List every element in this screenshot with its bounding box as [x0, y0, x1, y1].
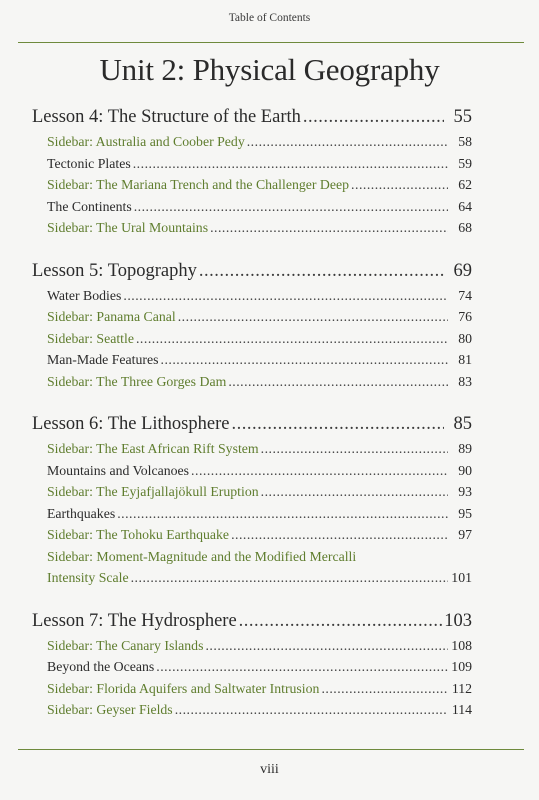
lesson-6: [32, 411, 472, 589]
toc-entry: [32, 153, 472, 175]
toc-entry: [32, 217, 472, 239]
toc-entry: [32, 328, 472, 350]
leader-dots: [231, 411, 444, 438]
toc-entry: [32, 656, 472, 678]
toc-entry: [32, 306, 472, 328]
entry-title: Beyond the Oceans: [47, 659, 155, 674]
entry-page: 76: [458, 309, 472, 324]
toc-entry: [32, 699, 472, 721]
entry-title: Man-Made Features: [47, 352, 159, 367]
entry-page: 62: [458, 177, 472, 192]
lesson-heading: [32, 411, 472, 438]
toc-entry: [32, 131, 472, 153]
entry-title: Sidebar: The Tohoku Earthquake: [47, 527, 230, 542]
entry-title: Sidebar: Geyser Fields: [47, 702, 173, 717]
toc-entry: [32, 285, 472, 307]
entry-title-line2: Intensity Scale: [47, 570, 129, 585]
leader-dots: [261, 481, 448, 503]
entry-title: Mountains and Volcanoes: [47, 462, 190, 478]
lesson-title: Lesson 7: The Hydrosphere: [32, 610, 237, 631]
entry-page: 68: [458, 220, 472, 235]
entry-title: Sidebar: Panama Canal: [47, 309, 176, 324]
entry-page: 112: [451, 680, 472, 696]
entry-title: The Continents: [47, 198, 132, 214]
entry-title: Sidebar: The Three Gorges Dam: [47, 373, 227, 389]
lesson-page: 55: [453, 107, 472, 127]
entry-title: Earthquakes: [47, 505, 116, 521]
leader-dots: [131, 567, 448, 589]
leader-dots: [321, 678, 448, 700]
toc-entry: [32, 567, 472, 589]
leader-dots: [247, 131, 448, 153]
entry-page: 101: [451, 570, 472, 585]
leader-dots: [156, 656, 448, 678]
toc-entry: [32, 635, 472, 657]
entry-title: Sidebar: The East African Rift System: [47, 441, 259, 456]
entry-title-line1: Sidebar: Moment-Magnitude and the Modified Mercalli: [47, 548, 357, 564]
entry-page: 80: [458, 330, 472, 346]
entry-page: 74: [458, 287, 472, 303]
leader-dots: [210, 217, 448, 239]
leader-dots: [351, 174, 448, 196]
toc-entry: [32, 503, 472, 525]
entry-title: Sidebar: Australia and Coober Pedy: [47, 134, 245, 149]
lesson-page: 103: [444, 610, 472, 631]
lesson-title: Lesson 6: The Lithosphere: [32, 414, 230, 434]
toc-entry: [32, 196, 472, 218]
entry-title: Sidebar: The Mariana Trench and the Challenger Deep: [47, 177, 350, 192]
entry-page: 59: [458, 155, 472, 171]
leader-dots: [231, 524, 448, 546]
entry-page: 90: [458, 462, 472, 478]
leader-dots: [199, 258, 444, 285]
entry-page: 93: [458, 484, 472, 499]
table-of-contents: [32, 104, 472, 740]
entry-page: 83: [458, 373, 472, 389]
leader-dots: [303, 104, 444, 131]
entry-page: 97: [458, 527, 472, 542]
leader-dots: [123, 285, 448, 307]
leader-dots: [133, 153, 448, 175]
lesson-4: [32, 104, 472, 239]
entry-page: 109: [451, 659, 472, 674]
lesson-heading: [32, 104, 472, 131]
toc-entry: [32, 524, 472, 546]
toc-entry: [32, 349, 472, 371]
entry-title: Sidebar: The Eyjafjallajökull Eruption: [47, 484, 259, 499]
leader-dots: [261, 438, 448, 460]
entry-page: 114: [451, 702, 472, 717]
entry-title: Sidebar: Florida Aquifers and Saltwater Intrusion: [47, 680, 320, 696]
lesson-7: [32, 608, 472, 721]
top-rule: [18, 42, 524, 43]
running-head: Table of Contents: [228, 12, 311, 24]
entry-title: Sidebar: Seattle: [47, 330, 134, 346]
lesson-heading: [32, 608, 472, 635]
entry-page: 108: [451, 637, 472, 653]
unit-title: Unit 2: Physical Geography: [99, 52, 440, 87]
toc-entry: [32, 460, 472, 482]
leader-dots: [136, 328, 448, 350]
toc-entry: [32, 481, 472, 503]
leader-dots: [191, 460, 448, 482]
toc-entry: [32, 678, 472, 700]
entry-title: Water Bodies: [47, 287, 122, 303]
leader-dots: [239, 608, 443, 635]
page-number: viii: [260, 762, 279, 777]
lesson-heading: [32, 258, 472, 285]
leader-dots: [175, 699, 448, 721]
entry-title: Sidebar: The Ural Mountains: [47, 220, 209, 235]
toc-entry: [32, 438, 472, 460]
lesson-title: Lesson 4: The Structure of the Earth: [32, 107, 301, 127]
leader-dots: [134, 196, 448, 218]
lesson-page: 85: [453, 414, 472, 434]
toc-entry: [32, 371, 472, 393]
leader-dots: [178, 306, 448, 328]
entry-page: 95: [458, 505, 472, 521]
entry-page: 81: [458, 352, 472, 367]
toc-entry: [32, 174, 472, 196]
leader-dots: [228, 371, 448, 393]
lesson-5: [32, 258, 472, 393]
leader-dots: [161, 349, 449, 371]
leader-dots: [205, 635, 448, 657]
entry-title: Sidebar: The Canary Islands: [47, 637, 204, 653]
leader-dots: [117, 503, 448, 525]
bottom-rule: [18, 749, 524, 750]
entry-page: 89: [458, 441, 472, 456]
lesson-title: Lesson 5: Topography: [32, 260, 197, 281]
entry-title: Tectonic Plates: [47, 155, 131, 171]
entry-page: 58: [458, 134, 472, 149]
entry-page: 64: [458, 198, 472, 214]
lesson-page: 69: [453, 260, 472, 281]
